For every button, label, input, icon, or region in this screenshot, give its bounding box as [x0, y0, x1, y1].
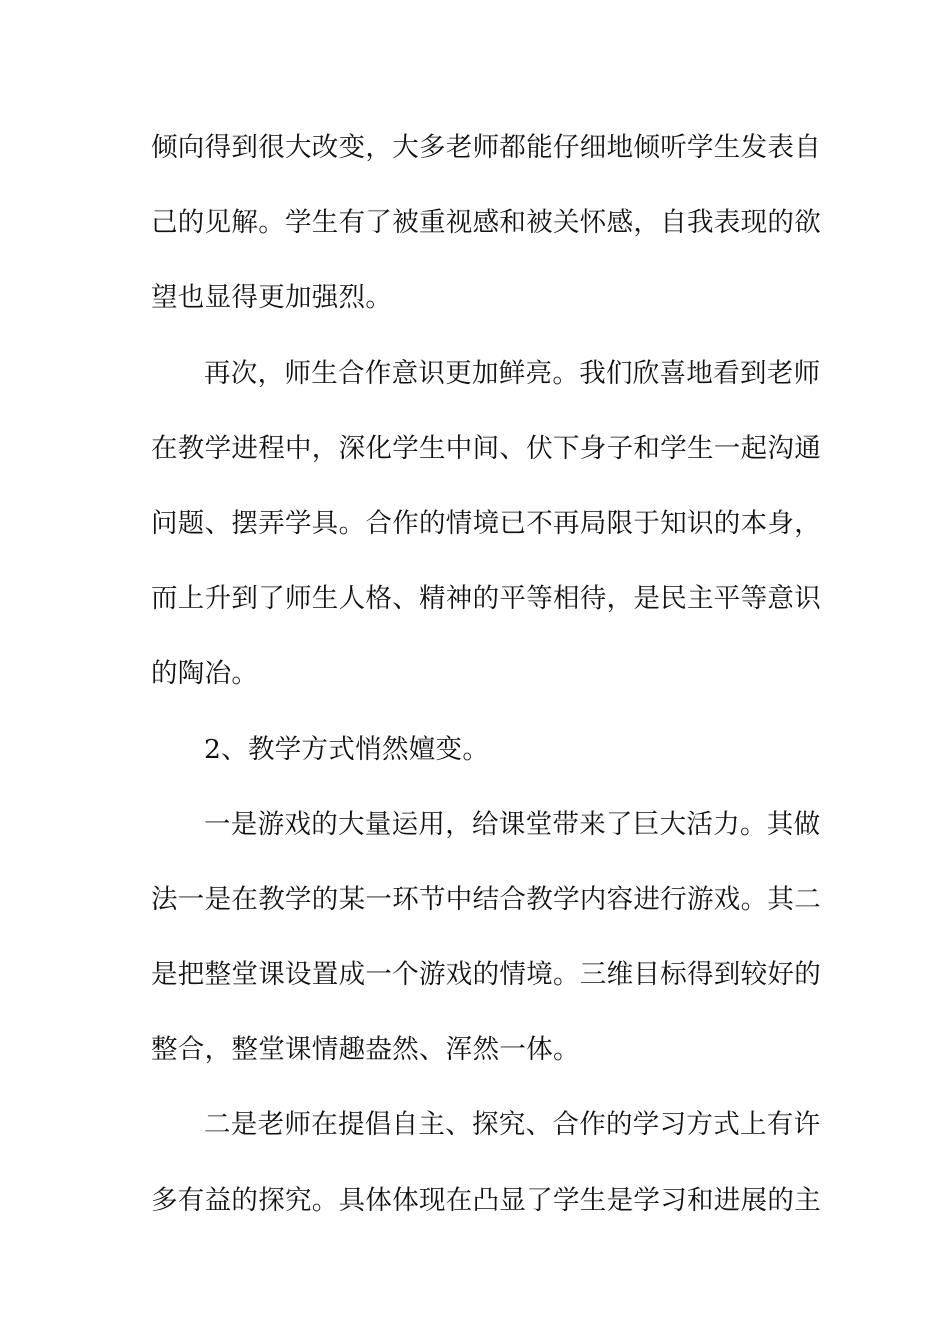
text-line: 的陶冶。 — [151, 658, 259, 690]
text-line: 而上升到了师生人格、精神的平等相待，是民主平等意识 — [151, 583, 821, 615]
text-line: 是把整堂课设置成一个游戏的情境。三维目标得到较好的 — [151, 959, 821, 991]
text-line: 多有益的探究。具体体现在凸显了学生是学习和进展的主 — [151, 1184, 821, 1216]
section-heading: 2、教学方式悄然嬗变。 — [204, 733, 490, 765]
text-line: 问题、摆弄学具。合作的情境已不再局限于知识的本身， — [151, 507, 821, 539]
paragraph-first-line: 二是老师在提倡自主、探究、合作的学习方式上有许 — [204, 1109, 821, 1141]
text-line: 望也显得更加强烈。 — [151, 282, 393, 314]
text-line: 己的见解。学生有了被重视感和被关怀感，自我表现的欲 — [151, 207, 821, 239]
paragraph-first-line: 再次，师生合作意识更加鲜亮。我们欣喜地看到老师 — [204, 357, 821, 389]
text-line: 整合，整堂课情趣盎然、浑然一体。 — [151, 1034, 580, 1066]
paragraph-first-line: 一是游戏的大量运用，给课堂带来了巨大活力。其做 — [204, 808, 821, 840]
text-line: 倾向得到很大改变，大多老师都能仔细地倾听学生发表自 — [151, 132, 821, 163]
document-body — [151, 124, 821, 1252]
text-line: 在教学进程中，深化学生中间、伏下身子和学生一起沟通 — [151, 432, 821, 464]
text-line: 法一是在教学的某一环节中结合教学内容进行游戏。其二 — [151, 883, 821, 915]
